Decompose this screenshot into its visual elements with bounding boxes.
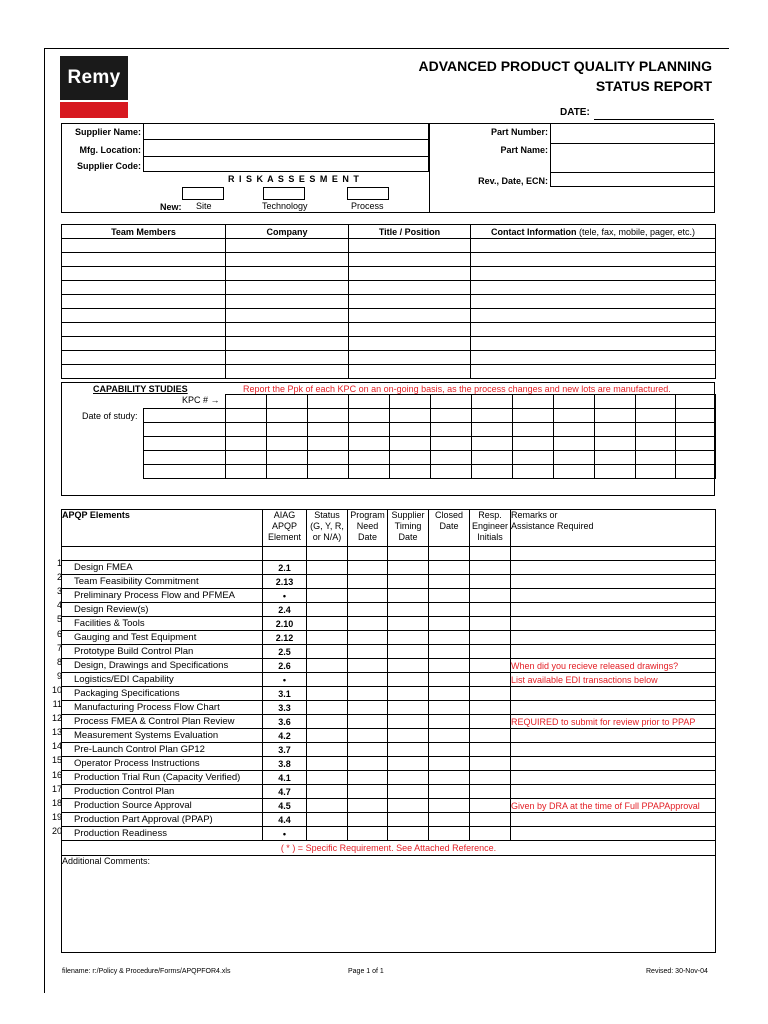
program-need-date-cell[interactable]: [348, 743, 388, 757]
resp-engineer-cell[interactable]: [470, 561, 511, 575]
apqp-row[interactable]: [62, 799, 716, 813]
risk-assessment-title: R I S K A S S E S M E N T: [228, 174, 360, 184]
closed-date-cell[interactable]: [429, 687, 470, 701]
mfg-location-field[interactable]: [146, 142, 426, 154]
closed-date-cell[interactable]: [429, 729, 470, 743]
program-need-date-cell[interactable]: [348, 687, 388, 701]
program-need-date-cell[interactable]: [348, 617, 388, 631]
resp-engineer-cell[interactable]: [470, 631, 511, 645]
team-row[interactable]: [62, 295, 716, 309]
apqp-row[interactable]: [62, 673, 716, 687]
part-name-field[interactable]: [553, 146, 711, 170]
apqp-element-name: Production Part Approval (PPAP): [62, 813, 263, 827]
row-number: 13: [51, 727, 62, 738]
closed-date-cell[interactable]: [429, 771, 470, 785]
aiag-element-code: 2.1: [263, 561, 307, 575]
date-of-study-label: Date of study:: [82, 411, 138, 421]
program-need-date-cell[interactable]: [348, 813, 388, 827]
apqp-row[interactable]: [62, 659, 716, 673]
remarks-cell[interactable]: Given by DRA at the time of Full PPAPApproval: [511, 799, 716, 813]
company-header: Company: [226, 225, 349, 239]
closed-date-cell[interactable]: [429, 645, 470, 659]
apqp-row[interactable]: [62, 561, 716, 575]
row-number: 9: [56, 670, 62, 681]
team-row[interactable]: [62, 323, 716, 337]
program-need-date-cell[interactable]: [348, 645, 388, 659]
date-label: DATE:: [560, 107, 590, 118]
program-need-date-header: Program Need Date: [348, 510, 388, 547]
supplier-timing-date-cell[interactable]: [388, 729, 429, 743]
closed-date-cell[interactable]: [429, 631, 470, 645]
apqp-element-name: Facilities & Tools: [62, 617, 263, 631]
specific-requirement-footnote: ( * ) = Specific Requirement. See Attached Reference.: [62, 841, 716, 856]
apqp-row[interactable]: [62, 813, 716, 827]
team-row[interactable]: [62, 239, 716, 253]
supplier-timing-date-cell[interactable]: [388, 687, 429, 701]
closed-date-cell[interactable]: [429, 589, 470, 603]
apqp-element-name: Team Feasibility Commitment: [62, 575, 263, 589]
rev-date-ecn-field[interactable]: [553, 175, 711, 186]
remarks-cell[interactable]: [511, 827, 716, 841]
resp-engineer-cell[interactable]: [470, 575, 511, 589]
row-number: 11: [52, 699, 62, 709]
capability-studies-title: CAPABILITY STUDIES: [93, 384, 188, 394]
status-cell[interactable]: [307, 617, 348, 631]
aiag-element-code: 3.1: [263, 687, 307, 701]
apqp-row[interactable]: [62, 785, 716, 799]
contact-info-header: Contact Information (tele, fax, mobile, pager, etc.): [471, 225, 716, 239]
team-header-row: [62, 225, 716, 239]
status-cell[interactable]: [307, 771, 348, 785]
part-number-field[interactable]: [553, 126, 711, 140]
resp-engineer-cell[interactable]: [470, 729, 511, 743]
closed-date-cell[interactable]: [429, 575, 470, 589]
apqp-row[interactable]: [62, 757, 716, 771]
resp-engineer-cell[interactable]: [470, 799, 511, 813]
row-number: 12: [51, 713, 62, 724]
program-need-date-cell[interactable]: [348, 561, 388, 575]
row-number: 3: [56, 586, 62, 597]
remarks-cell[interactable]: [511, 603, 716, 617]
program-need-date-cell[interactable]: [348, 701, 388, 715]
supplier-name-field[interactable]: [146, 126, 426, 138]
aiag-element-code: 3.3: [263, 701, 307, 715]
apqp-row[interactable]: [62, 771, 716, 785]
program-need-date-cell[interactable]: [348, 757, 388, 771]
aiag-element-code: 4.2: [263, 729, 307, 743]
resp-engineer-cell[interactable]: [470, 645, 511, 659]
supplier-timing-date-cell[interactable]: [388, 743, 429, 757]
apqp-element-name: Process FMEA & Control Plan Review: [62, 715, 263, 729]
remarks-cell[interactable]: List available EDI transactions below: [511, 673, 716, 687]
apqp-row[interactable]: [62, 687, 716, 701]
aiag-element-code: 2.10: [263, 617, 307, 631]
remarks-cell[interactable]: [511, 771, 716, 785]
row-number: 15: [51, 755, 62, 766]
aiag-element-code: 3.8: [263, 757, 307, 771]
supplier-timing-date-cell[interactable]: [388, 659, 429, 673]
status-cell[interactable]: [307, 575, 348, 589]
remarks-cell[interactable]: [511, 729, 716, 743]
closed-date-cell[interactable]: [429, 701, 470, 715]
row-number: 4: [56, 600, 62, 611]
supplier-timing-date-cell[interactable]: [388, 799, 429, 813]
resp-engineer-cell[interactable]: [470, 617, 511, 631]
risk-process-box[interactable]: [347, 187, 389, 200]
remarks-cell[interactable]: [511, 575, 716, 589]
kpc-label: KPC # →: [182, 395, 220, 405]
resp-engineer-header: Resp. Engineer Initials: [470, 510, 511, 547]
resp-engineer-cell[interactable]: [470, 701, 511, 715]
closed-date-cell[interactable]: [429, 603, 470, 617]
apqp-elements-header: APQP Elements: [62, 510, 263, 547]
closed-date-cell[interactable]: [429, 799, 470, 813]
supplier-timing-date-cell[interactable]: [388, 771, 429, 785]
capability-note: Report the Ppk of each KPC on an on-going basis, as the process changes and new lots are manufactured.: [243, 384, 671, 394]
apqp-element-name: Production Trial Run (Capacity Verified): [62, 771, 263, 785]
supplier-timing-date-cell[interactable]: [388, 575, 429, 589]
row-number: 20: [51, 825, 62, 836]
remarks-cell[interactable]: [511, 631, 716, 645]
remarks-cell[interactable]: [511, 561, 716, 575]
apqp-element-name: Preliminary Process Flow and PFMEA: [62, 589, 263, 603]
resp-engineer-cell[interactable]: [470, 589, 511, 603]
program-need-date-cell[interactable]: [348, 589, 388, 603]
closed-date-cell[interactable]: [429, 673, 470, 687]
status-cell[interactable]: [307, 729, 348, 743]
status-cell[interactable]: [307, 743, 348, 757]
remarks-cell[interactable]: [511, 813, 716, 827]
status-cell[interactable]: [307, 785, 348, 799]
remarks-cell[interactable]: [511, 701, 716, 715]
aiag-element-code: •: [263, 827, 307, 841]
apqp-element-name: Operator Process Instructions: [62, 757, 263, 771]
status-cell[interactable]: [307, 757, 348, 771]
apqp-elements-table: [61, 509, 716, 953]
closed-date-cell[interactable]: [429, 785, 470, 799]
aiag-element-code: 2.4: [263, 603, 307, 617]
logo-red-bar: [60, 102, 128, 118]
supplier-timing-date-cell[interactable]: [388, 757, 429, 771]
row-number: 14: [51, 741, 62, 752]
comments-row[interactable]: [62, 856, 716, 953]
aiag-element-code: 2.5: [263, 645, 307, 659]
resp-engineer-cell[interactable]: [470, 771, 511, 785]
supplier-timing-date-cell[interactable]: [388, 785, 429, 799]
apqp-row[interactable]: [62, 575, 716, 589]
remarks-cell[interactable]: [511, 687, 716, 701]
apqp-row[interactable]: [62, 617, 716, 631]
supplier-code-field[interactable]: [146, 158, 426, 170]
footnote-row: [62, 841, 716, 856]
apqp-element-name: Gauging and Test Equipment: [62, 631, 263, 645]
apqp-element-name: Production Control Plan: [62, 785, 263, 799]
remy-logo: [60, 56, 128, 118]
supplier-timing-date-cell[interactable]: [388, 631, 429, 645]
team-row[interactable]: [62, 365, 716, 379]
apqp-element-name: Packaging Specifications: [62, 687, 263, 701]
aiag-element-code: 2.12: [263, 631, 307, 645]
status-cell[interactable]: [307, 645, 348, 659]
resp-engineer-cell[interactable]: [470, 715, 511, 729]
status-cell[interactable]: [307, 715, 348, 729]
apqp-row[interactable]: [62, 603, 716, 617]
aiag-element-code: 3.7: [263, 743, 307, 757]
footer-filename: filename: r:/Policy & Procedure/Forms/APQPFOR4.xls: [62, 968, 231, 975]
row-number: 1: [56, 558, 62, 568]
apqp-element-name: Design FMEA: [62, 561, 263, 575]
closed-date-cell[interactable]: [429, 715, 470, 729]
supplier-code-label: Supplier Code:: [76, 161, 141, 171]
team-table: [61, 224, 716, 379]
apqp-row[interactable]: [62, 701, 716, 715]
apqp-element-name: Production Source Approval: [62, 799, 263, 813]
closed-date-cell[interactable]: [429, 617, 470, 631]
rev-date-ecn-label: Rev., Date, ECN:: [478, 176, 548, 186]
status-cell[interactable]: [307, 813, 348, 827]
remarks-cell[interactable]: [511, 589, 716, 603]
aiag-header: AIAG APQP Element: [263, 510, 307, 547]
report-title-line2: STATUS REPORT: [595, 78, 712, 94]
supplier-timing-date-cell[interactable]: [388, 561, 429, 575]
new-label: New:: [160, 202, 182, 212]
resp-engineer-cell[interactable]: [470, 687, 511, 701]
footer-revised: Revised: 30-Nov-04: [646, 968, 708, 975]
row-number: 2: [56, 572, 62, 583]
team-row[interactable]: [62, 267, 716, 281]
apqp-element-name: Design, Drawings and Specifications: [62, 659, 263, 673]
status-cell[interactable]: [307, 589, 348, 603]
aiag-element-code: •: [263, 673, 307, 687]
program-need-date-cell[interactable]: [348, 827, 388, 841]
resp-engineer-cell[interactable]: [470, 659, 511, 673]
resp-engineer-cell[interactable]: [470, 827, 511, 841]
remarks-cell[interactable]: [511, 645, 716, 659]
team-row[interactable]: [62, 309, 716, 323]
supplier-timing-date-cell[interactable]: [388, 617, 429, 631]
status-cell[interactable]: [307, 603, 348, 617]
remarks-cell[interactable]: [511, 617, 716, 631]
apqp-row[interactable]: [62, 631, 716, 645]
row-number: 10: [51, 684, 62, 695]
aiag-element-code: 3.6: [263, 715, 307, 729]
program-need-date-cell[interactable]: [348, 631, 388, 645]
supplier-timing-date-cell[interactable]: [388, 827, 429, 841]
report-title-line1: ADVANCED PRODUCT QUALITY PLANNING: [418, 58, 712, 74]
apqp-element-name: Manufacturing Process Flow Chart: [62, 701, 263, 715]
remarks-cell[interactable]: REQUIRED to submit for review prior to PPAP: [511, 715, 716, 729]
additional-comments-label: Additional Comments:: [62, 856, 151, 866]
supplier-name-label: Supplier Name:: [74, 127, 141, 137]
remarks-header: Remarks or Assistance Required: [511, 510, 716, 547]
aiag-element-code: •: [263, 589, 307, 603]
status-cell[interactable]: [307, 827, 348, 841]
apqp-header-row: [62, 510, 716, 547]
supplier-timing-date-cell[interactable]: [388, 603, 429, 617]
row-number: 16: [51, 769, 62, 780]
closed-date-cell[interactable]: [429, 659, 470, 673]
program-need-date-cell[interactable]: [348, 673, 388, 687]
closed-date-cell[interactable]: [429, 743, 470, 757]
apqp-row[interactable]: [62, 743, 716, 757]
closed-date-cell[interactable]: [429, 757, 470, 771]
team-members-header: Team Members: [62, 225, 226, 239]
row-number: 6: [56, 628, 62, 639]
remarks-cell[interactable]: [511, 743, 716, 757]
aiag-element-code: 2.13: [263, 575, 307, 589]
status-cell[interactable]: [307, 631, 348, 645]
status-cell[interactable]: [307, 673, 348, 687]
aiag-element-code: 4.4: [263, 813, 307, 827]
risk-technology-box[interactable]: [263, 187, 305, 200]
title-position-header: Title / Position: [349, 225, 471, 239]
supplier-timing-date-cell[interactable]: [388, 701, 429, 715]
aiag-element-code: 4.7: [263, 785, 307, 799]
logo-text: Remy: [60, 56, 128, 100]
status-cell[interactable]: [307, 561, 348, 575]
apqp-row[interactable]: [62, 589, 716, 603]
row-number: 5: [56, 614, 62, 625]
closed-date-cell[interactable]: [429, 827, 470, 841]
supplier-timing-date-cell[interactable]: [388, 645, 429, 659]
apqp-spacer-row: [62, 547, 716, 561]
remarks-cell[interactable]: [511, 757, 716, 771]
resp-engineer-cell[interactable]: [470, 813, 511, 827]
supplier-timing-date-header: Supplier Timing Date: [388, 510, 429, 547]
closed-date-cell[interactable]: [429, 813, 470, 827]
program-need-date-cell[interactable]: [348, 799, 388, 813]
supplier-timing-date-cell[interactable]: [388, 715, 429, 729]
program-need-date-cell[interactable]: [348, 785, 388, 799]
apqp-element-name: Measurement Systems Evaluation: [62, 729, 263, 743]
mfg-location-label: Mfg. Location:: [79, 145, 141, 155]
remarks-cell[interactable]: [511, 785, 716, 799]
program-need-date-cell[interactable]: [348, 729, 388, 743]
additional-comments-field[interactable]: [62, 856, 716, 953]
part-number-label: Part Number:: [490, 127, 548, 137]
team-row[interactable]: [62, 337, 716, 351]
remarks-cell[interactable]: When did you recieve released drawings?: [511, 659, 716, 673]
apqp-element-name: Pre-Launch Control Plan GP12: [62, 743, 263, 757]
resp-engineer-cell[interactable]: [470, 603, 511, 617]
row-number: 8: [56, 656, 62, 667]
closed-date-header: Closed Date: [429, 510, 470, 547]
date-field[interactable]: [594, 119, 714, 120]
team-row[interactable]: [62, 281, 716, 295]
apqp-element-name: Design Review(s): [62, 603, 263, 617]
capability-grid[interactable]: [143, 394, 716, 479]
resp-engineer-cell[interactable]: [470, 785, 511, 799]
program-need-date-cell[interactable]: [348, 575, 388, 589]
supplier-timing-date-cell[interactable]: [388, 589, 429, 603]
row-number: 19: [51, 811, 62, 822]
risk-site-box[interactable]: [182, 187, 224, 200]
closed-date-cell[interactable]: [429, 561, 470, 575]
status-header: Status (G, Y, R, or N/A): [307, 510, 348, 547]
risk-process-label: Process: [351, 201, 384, 211]
apqp-row[interactable]: [62, 645, 716, 659]
part-name-label: Part Name:: [500, 145, 548, 155]
apqp-element-name: Logistics/EDI Capability: [62, 673, 263, 687]
supplier-timing-date-cell[interactable]: [388, 813, 429, 827]
team-row[interactable]: [62, 253, 716, 267]
supplier-timing-date-cell[interactable]: [388, 673, 429, 687]
aiag-element-code: 2.6: [263, 659, 307, 673]
resp-engineer-cell[interactable]: [470, 757, 511, 771]
program-need-date-cell[interactable]: [348, 603, 388, 617]
risk-site-label: Site: [196, 201, 212, 211]
apqp-row[interactable]: [62, 715, 716, 729]
program-need-date-cell[interactable]: [348, 659, 388, 673]
footer-page: Page 1 of 1: [348, 968, 384, 975]
apqp-row[interactable]: [62, 729, 716, 743]
row-number: 7: [56, 642, 62, 653]
resp-engineer-cell[interactable]: [470, 743, 511, 757]
status-cell[interactable]: [307, 799, 348, 813]
apqp-element-name: Production Readiness: [62, 827, 263, 841]
team-row[interactable]: [62, 351, 716, 365]
aiag-element-code: 4.5: [263, 799, 307, 813]
program-need-date-cell[interactable]: [348, 771, 388, 785]
apqp-row[interactable]: [62, 827, 716, 841]
status-cell[interactable]: [307, 659, 348, 673]
resp-engineer-cell[interactable]: [470, 673, 511, 687]
aiag-element-code: 4.1: [263, 771, 307, 785]
apqp-element-name: Prototype Build Control Plan: [62, 645, 263, 659]
row-number: 17: [51, 783, 62, 794]
row-number: 18: [51, 797, 62, 808]
program-need-date-cell[interactable]: [348, 715, 388, 729]
status-cell[interactable]: [307, 687, 348, 701]
risk-technology-label: Technology: [262, 201, 308, 211]
status-cell[interactable]: [307, 701, 348, 715]
